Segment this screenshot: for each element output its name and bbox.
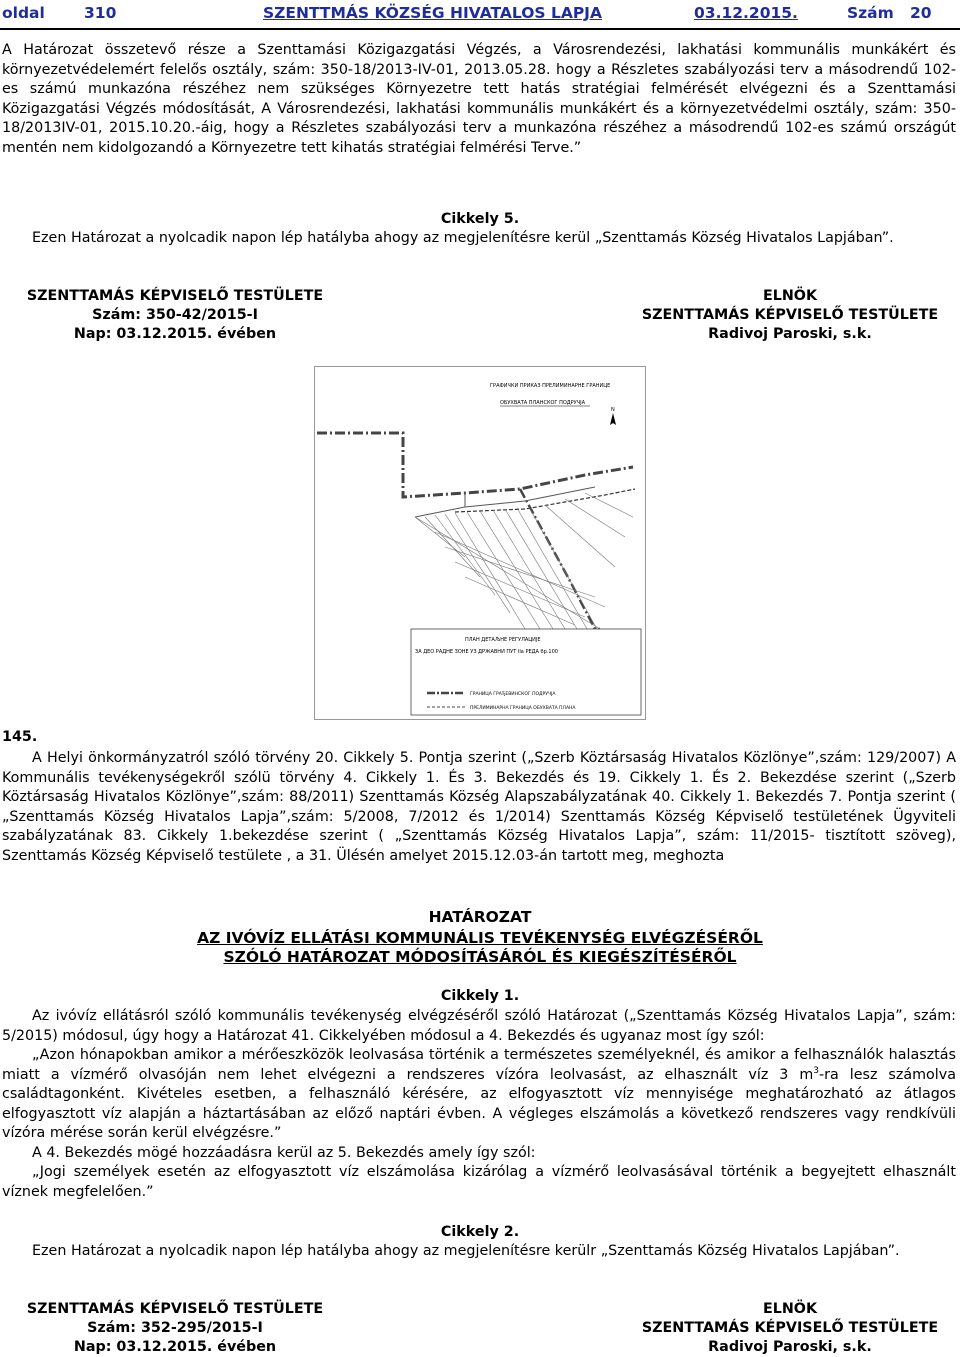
- superscript: 3: [813, 1065, 819, 1076]
- map-legend-2: ПРЕЛИМИНАРНА ГРАНИЦА ОБУХВАТА ПЛАНА: [470, 706, 576, 711]
- boundary-line: [317, 433, 633, 497]
- article-1-title: Cikkely 1.: [440, 988, 520, 1004]
- map-title-2: ОБУХВАТА ПЛАНСКОГ ПОДРУЧЈА: [500, 400, 586, 406]
- signature-right-2: [620, 1300, 960, 1357]
- resolution-paragraph: A Határozat összetevő része a Szenttamási Közigazgatási Végzés, a Városrendezési, lakhatási kommunális munkákért és környezetvédelemért felelős osztály, szám: 350-18/2013-IV-01, 2013.05.28. hogy a Részletes szabályozási terv a másodrendű 102-es számú munkazóna részéhez nem szükséges Környezetre tett hatás stratégiai felmérését elvégezni és a Szenttamási Közigazgatási Végzés módosítását, A Városrendezési, lakhatási kommunális munkákért és a környezetvédelmi osztály, szám: 350-18/2013IV-01, 2015.10.20.-áig, hogy a Részletes szabályozási terv a munkazóna részéhez a másodrendű 102-es számú országút mentén nem kidolgozandó a Környezetre tett kihatás stratégiai felmérési Terve.”: [2, 42, 956, 156]
- sig-number: Szám: 352-295/2015-I: [87, 1320, 263, 1336]
- article-1-paragraph: Az ivóvíz ellátásról szóló kommunális tevékenység elvégzéséről szóló Határozat („Szenttamás Község Hivatalos Lapja”, szám: 5/2015) módosul, úgy hogy a Határozat 41. Cikkelyében módosul a 4. Bekezdés és ugyanaz most így szól:: [2, 1008, 956, 1044]
- zoning-plan-map: [314, 366, 646, 720]
- article-1-addition: A 4. Bekezdés mögé hozzáadásra kerül az 5. Bekezdés amely így szól:: [32, 1144, 536, 1161]
- map-legend-1: ГРАНИЦА ГРАЂЕВИНСКОГ ПОДРУЧЈА: [470, 692, 556, 697]
- sig-body: SZENTTAMÁS KÉPVISELŐ TESTÜLETE: [641, 307, 939, 323]
- header-page-label: oldal: [2, 4, 45, 22]
- signature-left-2: [10, 1300, 340, 1357]
- sig-date: Nap: 03.12.2015. évében: [73, 1339, 277, 1355]
- article-1-quote: [2, 1046, 956, 1144]
- sig-date: Nap: 03.12.2015. évében: [73, 326, 277, 342]
- map-plan-subtitle: ЗА ДЕО РАДНЕ ЗОНЕ УЗ ДРЖАВНИ ПУТ IIa РЕДА бр.100: [415, 649, 558, 655]
- sig-name: Radivoj Paroski, s.k.: [708, 1339, 872, 1355]
- article-1-body: [2, 1007, 956, 1202]
- page-header: [0, 0, 960, 30]
- resolution-title: HATÁROZAT: [428, 908, 532, 926]
- header-date: 03.12.2015.: [694, 4, 798, 22]
- article-2-text: Ezen Határozat a nyolcadik napon lép hatályba ahogy az megjelenítésre kerülr „Szenttamás Község Hivatalos Lapjában”.: [32, 1243, 900, 1259]
- header-page-number: 310: [84, 4, 117, 22]
- article-1-new-paragraph: „Jogi személyek esetén az elfogyasztott víz elszámolása kizárólag a vízmérő leolvasásával történik a begyejtett elhasznált víznek megfelelően.”: [2, 1164, 956, 1200]
- sig-role: ELNÖK: [762, 288, 818, 304]
- quote-part-b: -ra lesz számolva családtagonként. Kivételes esetben, a felhasználó kérésére, az elfogyasztott víz mennyisége meghatározható az átlagos elfogyasztott víz alapján a háztartásában az előző naptári évben. A végleges elszámolás a következő rendszeres vagy rendkívüli vízóra mérése során kerül elvégzésre.”: [2, 1066, 956, 1141]
- quote-part-a: „Azon hónapokban amikor a mérőeszközök leolvasása történik a természetes személyeknél, és amikor a felhasználók halasztás miatt a vízmérő olvasóján nem lehet elvégezni a rendszeres vízóra leolvasást, az elhasznált víz 3 m: [2, 1047, 956, 1083]
- header-publication-title: SZENTTMÁS KÖZSÉG HIVATALOS LAPJA: [263, 4, 602, 22]
- resolution-number: 145.: [2, 729, 38, 745]
- signature-right-1: [620, 287, 960, 344]
- sig-body: SZENTTAMÁS KÉPVISELŐ TESTÜLETE: [26, 288, 324, 304]
- sig-body: SZENTTAMÁS KÉPVISELŐ TESTÜLETE: [26, 1301, 324, 1317]
- sig-number: Szám: 350-42/2015-I: [92, 307, 258, 323]
- sig-name: Radivoj Paroski, s.k.: [708, 326, 872, 342]
- map-title-1: ГРАФИЧКИ ПРИКАЗ ПРЕЛИМИНАРНЕ ГРАНИЦЕ: [490, 383, 611, 389]
- map-drawing: [315, 367, 645, 719]
- map-plan-title: ПЛАН ДЕТАЉНЕ РЕГУЛАЦИЈЕ: [465, 637, 541, 643]
- sig-role: ELNÖK: [762, 1301, 818, 1317]
- article-5-title: Cikkely 5.: [440, 211, 520, 227]
- signature-left-1: [10, 287, 340, 344]
- resolution-subtitle-2: SZÓLÓ HATÁROZAT MÓDOSÍTÁSÁRÓL ÉS KIEGÉSZÍTÉSÉRŐL: [223, 948, 737, 966]
- article-2-title: Cikkely 2.: [440, 1224, 520, 1240]
- article-5-text: Ezen Határozat a nyolcadik napon lép hatályba ahogy az megjelenítésre kerül „Szenttamás Község Hivatalos Lapjában”.: [32, 230, 894, 246]
- sig-body: SZENTTAMÁS KÉPVISELŐ TESTÜLETE: [641, 1320, 939, 1336]
- legal-basis-paragraph: A Helyi önkormányzatról szóló törvény 20. Cikkely 5. Pontja szerint („Szerb Köztársaság Hivatalos Közlönye”,szám: 129/2007) A Kommunális tevékenységekről szólü törvény 4. Cikkely 1. És 3. Bekezdés és 19. Cikkely 1. És 2. Bekezdése szerint („Szerb Köztársaság Hivatalos Közlönye”,szám: 88/2011) Szenttamás Község Alapszabályzatának 40. Cikkely 1. Bekezdés 7. Pontja szerint ( „Szenttamás Község Hivatalos Lapja”,szám: 5/2008, 7/2012 és 1/2014) Szenttamás Község Képviselő testületének Ügyviteli szabályzatának 83. Cikkely 1.bekezdése szerint ( „Szenttamás Község Hivatalos Lapja”, szám: 11/2015- tisztított szöveg), Szenttamás Község Képviselő testülete , a 31. Ülésén amelyet 2015.12.03-án tartott meg, meghozta: [2, 750, 956, 864]
- north-arrow-icon: [610, 407, 616, 425]
- svg-text:N: N: [611, 407, 615, 413]
- parcel-lines: [415, 493, 633, 629]
- header-issue: Szám 20: [847, 4, 932, 22]
- resolution-subtitle-1: AZ IVÓVÍZ ELLÁTÁSI KOMMUNÁLIS TEVÉKENYSÉG ELVÉGZÉSÉRŐL: [197, 929, 763, 947]
